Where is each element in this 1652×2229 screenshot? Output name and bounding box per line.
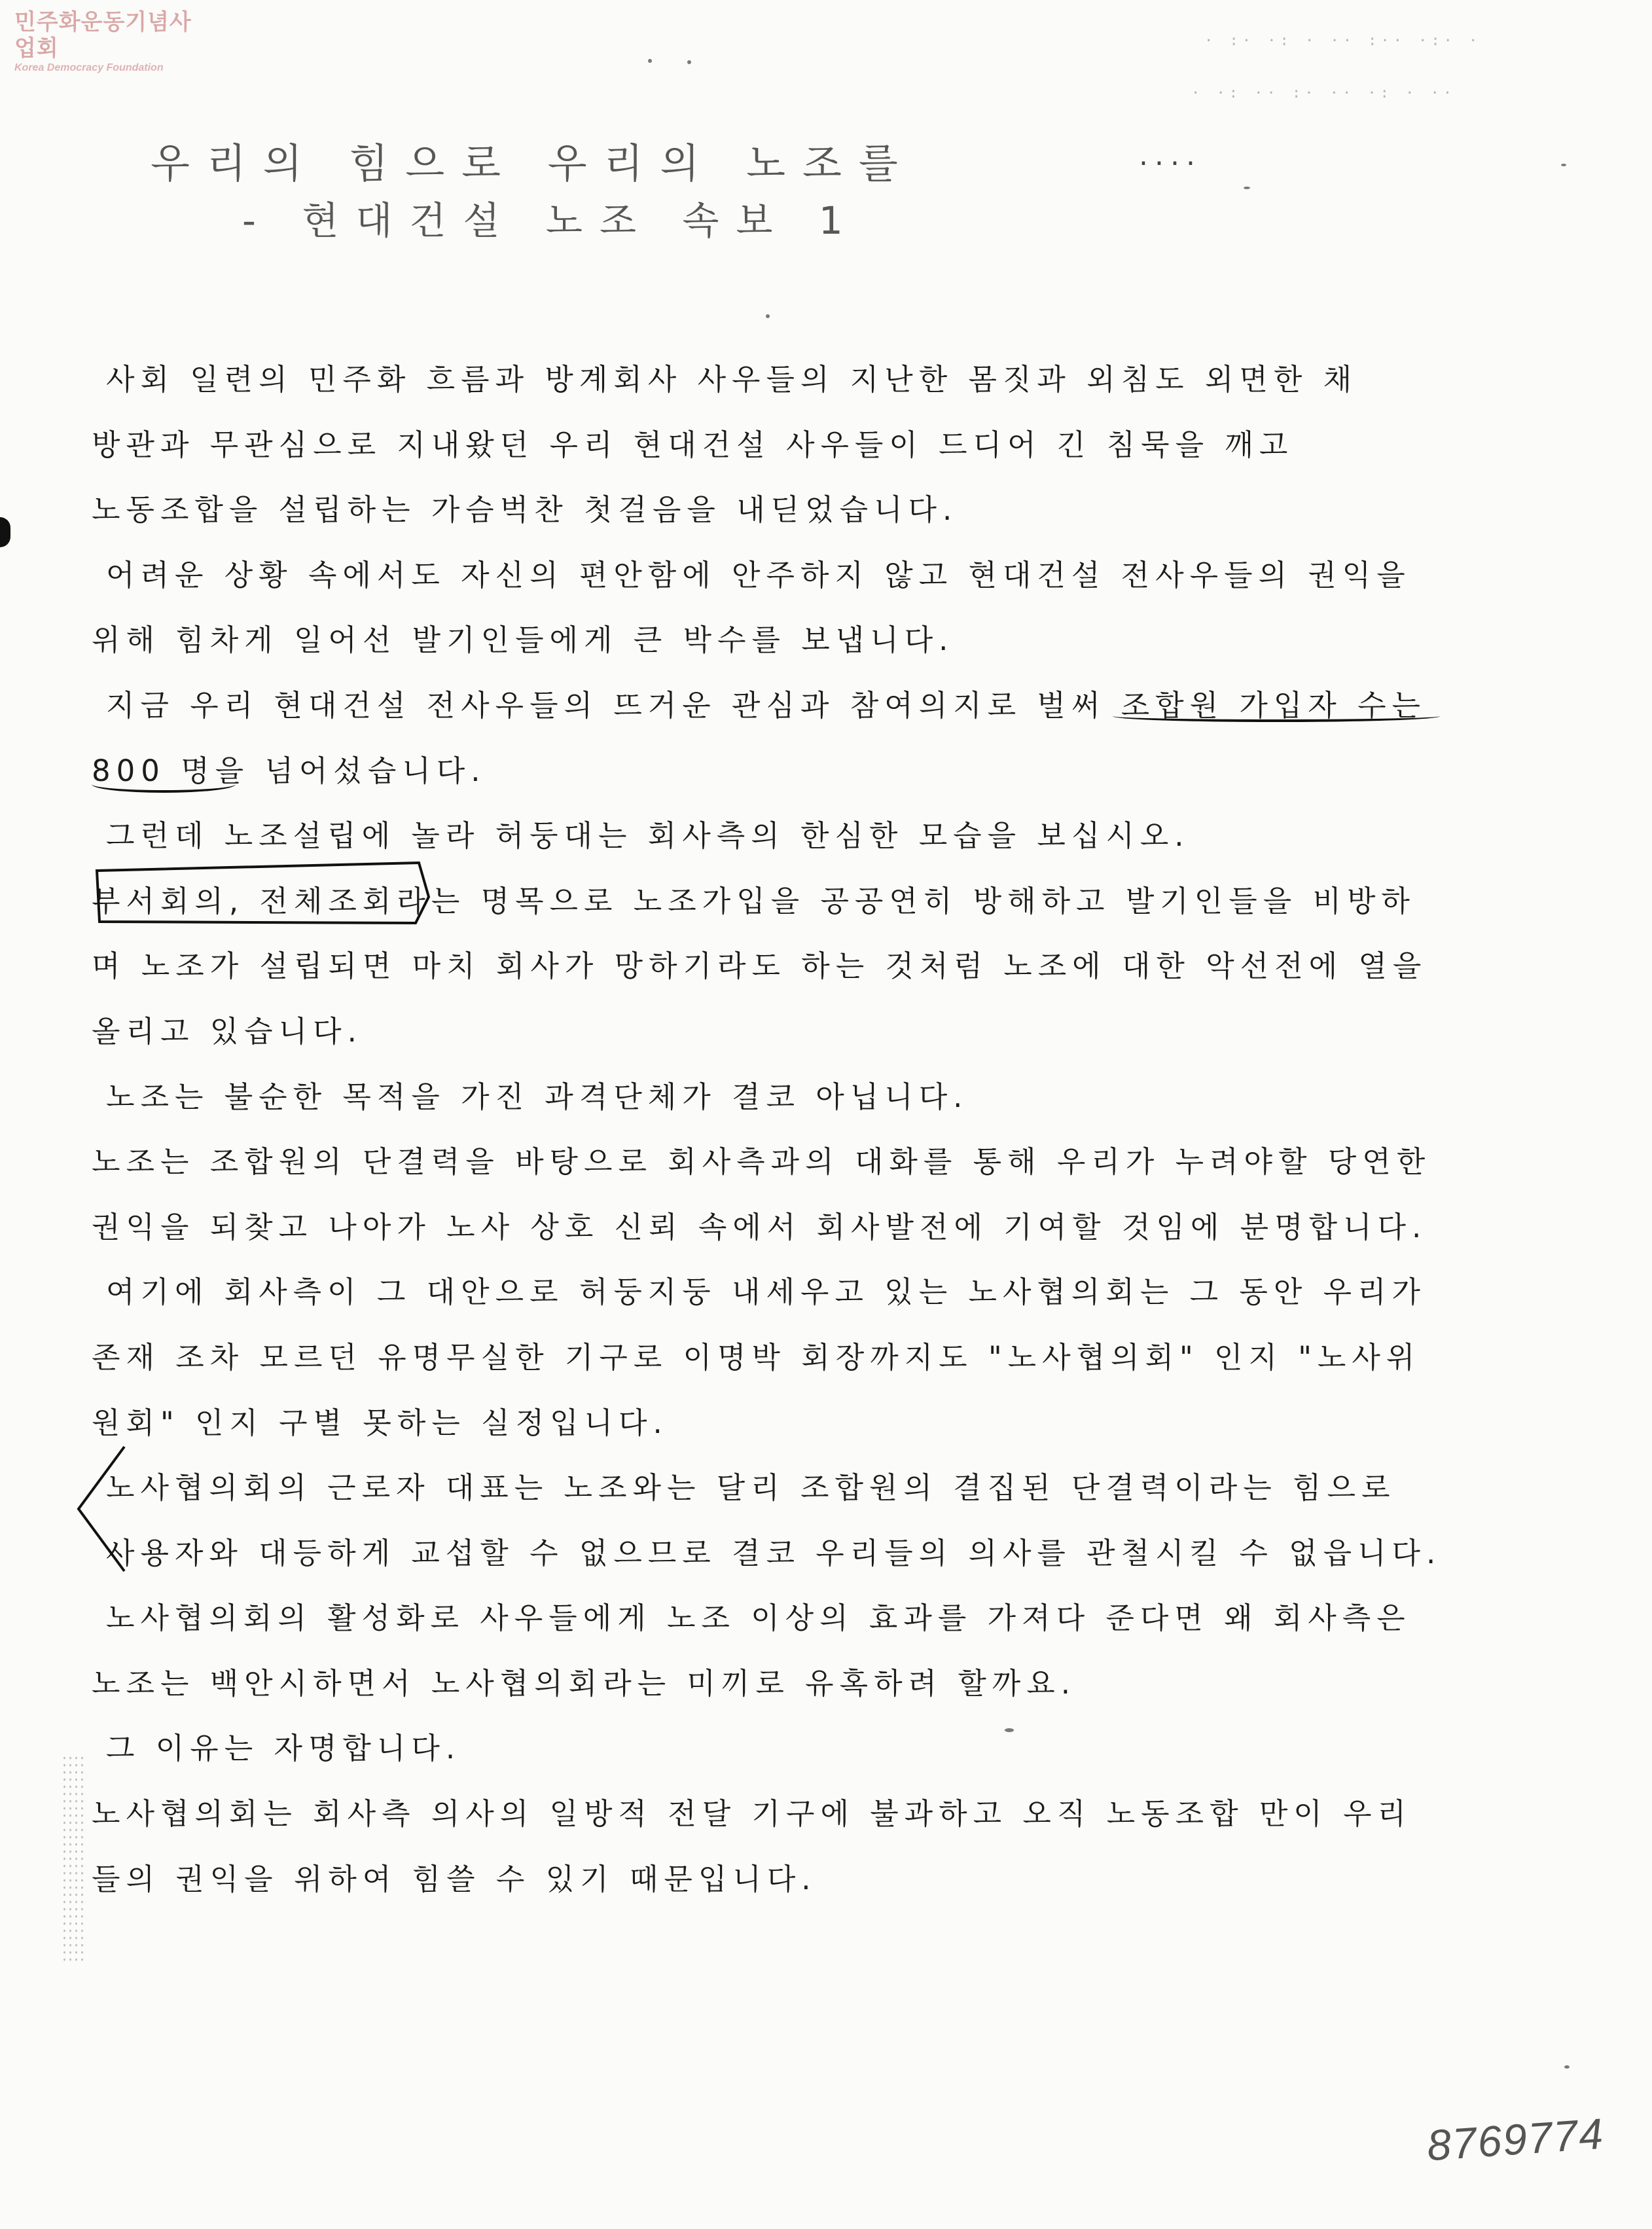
body-line: 여기에 회사측이 그 대안으로 허둥지둥 내세우고 있는 노사협의회는 그 동안 우리가 <box>106 1275 1427 1310</box>
document-body <box>92 347 1446 1912</box>
document-subtitle: - 현대건설 노조 속보 1 <box>242 198 860 243</box>
body-line: 노동조합을 설립하는 가슴벅찬 첫걸음을 내딛었습니다. <box>92 492 958 528</box>
handwritten-underline <box>92 776 236 793</box>
scan-noise-top-2: · ·: ·· :· ·· ·: · ·· <box>1191 85 1456 101</box>
body-line: 며 노조가 설립되면 마치 회사가 망하기라도 하는 것처럼 노조에 대한 악선전에 열을 <box>92 949 1428 984</box>
scan-speck <box>1244 187 1250 189</box>
scan-speck <box>1564 2065 1570 2069</box>
body-line: 그 이유는 자명합니다. <box>106 1731 461 1766</box>
body-line: 노조는 불순한 목적을 가진 과격단체가 결코 아닙니다. <box>106 1079 969 1114</box>
archive-number: 8769774 <box>1425 2109 1606 2170</box>
body-line: 어려운 상황 속에서도 자신의 편안함에 안주하지 않고 현대건설 전사우들의 권익을 <box>106 557 1411 592</box>
body-line: 존재 조차 모르던 유명무실한 기구로 이명박 회장까지도 "노사협의회" 인지 "노사위 <box>92 1339 1421 1375</box>
watermark-korean: 민주화운동기념사업회 <box>14 9 192 62</box>
watermark-english: Korea Democracy Foundation <box>14 62 164 73</box>
body-line: 노조는 백안시하면서 노사협의회라는 미끼로 유혹하려 할까요. <box>92 1665 1077 1701</box>
body-line: 지금 우리 현대건설 전사우들의 뜨거운 관심과 참여의지로 벌써 조합원 가입자 수는 <box>106 687 1427 723</box>
handwritten-underline <box>1113 710 1440 722</box>
scan-speck <box>1561 164 1566 166</box>
body-line: 권익을 되찾고 나아가 노사 상호 신뢰 속에서 회사발전에 기여할 것임에 분명합니다. <box>92 1209 1428 1244</box>
scan-speck <box>766 314 770 318</box>
body-line: 노조는 조합원의 단결력을 바탕으로 회사측과의 대화를 통해 우리가 누려야할 당연한 <box>92 1144 1431 1180</box>
scan-speck <box>687 60 691 64</box>
body-line: 방관과 무관심으로 지내왔던 우리 현대건설 사우들이 드디어 긴 침묵을 깨고 <box>92 427 1294 462</box>
body-line: 노사협의회의 근로자 대표는 노조와는 달리 조합원의 결집된 단결력이라는 힘으로 <box>106 1470 1396 1506</box>
body-line: 노사협의회는 회사측 의사의 일방적 전달 기구에 불과하고 오직 노동조합 만이 우리 <box>92 1796 1412 1832</box>
body-line: 위해 힘차게 일어선 발기인들에게 큰 박수를 보냅니다. <box>92 623 954 658</box>
handwritten-box <box>92 858 432 930</box>
title-trailing-dots: .... <box>1139 139 1202 172</box>
body-line: 그런데 노조설립에 놀라 허둥대는 회사측의 한심한 모습을 보십시오. <box>106 818 1190 854</box>
body-line: 사용자와 대등하게 교섭할 수 없으므로 결코 우리들의 의사를 관철시킬 수 없읍니다. <box>106 1535 1442 1570</box>
document-title: 우리의 힘으로 우리의 노조를 <box>151 139 915 187</box>
body-line: 부서회의, 전체조회라는 명목으로 노조가입을 공공연히 방해하고 발기인들을 비방하 <box>92 883 1416 918</box>
scan-speck <box>648 59 652 63</box>
body-line: 노사협의회의 활성화로 사우들에게 노조 이상의 효과를 가져다 준다면 왜 회사측은 <box>106 1601 1411 1636</box>
body-line: 올리고 있습니다. <box>92 1013 363 1049</box>
scan-noise-top: · :· ·: · ·· :·· ·:· · <box>1204 33 1482 49</box>
body-line: 사회 일련의 민주화 흐름과 방계회사 사우들의 지난한 몸짓과 외침도 외면한 채 <box>106 362 1358 397</box>
binding-mark <box>0 517 10 547</box>
handwritten-bracket <box>72 1440 131 1578</box>
body-line: 들의 권익을 위하여 힘쓸 수 있기 때문입니다. <box>92 1861 817 1896</box>
scan-speck <box>1005 1728 1014 1732</box>
binding-noise <box>62 1754 85 1964</box>
body-line: 800 명을 넘어섰습니다. <box>92 753 486 788</box>
watermark-logo <box>14 9 204 75</box>
body-line: 원회" 인지 구별 못하는 실정입니다. <box>92 1405 668 1440</box>
